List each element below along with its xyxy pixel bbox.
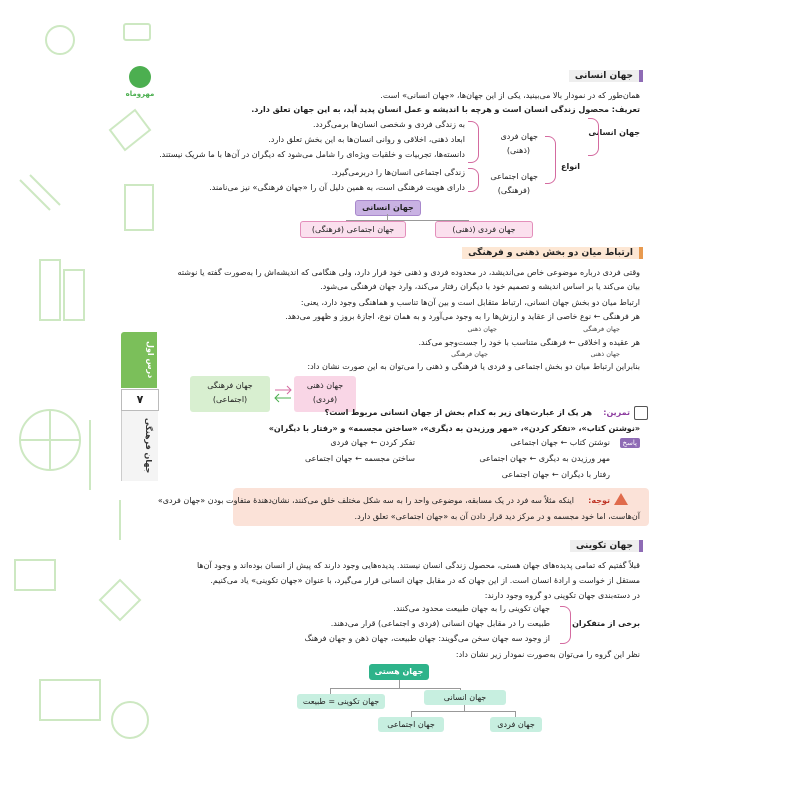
box-cultural-line2: (اجتماعی) xyxy=(212,395,248,404)
section3-line-2: مستقل از خواست و ارادهٔ انسان است. از این جهان که در مقابل جهان انسانی قرار می‌گیرد، با عنوان «جهان تکوینی» یاد می‌کنیم. xyxy=(210,576,640,585)
social-item-2: دارای هویت فرهنگی است، به همین دلیل آن را «جهان فرهنگی» نیز می‌نامند. xyxy=(209,183,465,192)
mini-tree-root: جهان انسانی xyxy=(355,200,421,216)
brand-leaf-icon xyxy=(129,66,151,88)
section2-conclusion: بنابراین ارتباط میان دو بخش اجتماعی و فردی یا فرهنگی و ذهنی را می‌توان به این صورت نشان داد: xyxy=(307,362,640,371)
individual-sub: (ذهنی) xyxy=(506,146,530,155)
bullet2-label-a: جهان ذهنی xyxy=(590,350,620,358)
section3-closing: نظر این گروه را می‌توان به‌صورت نمودار زیر نشان داد: xyxy=(455,650,640,659)
section-title-creational-world: جهان تکوینی xyxy=(570,540,643,552)
side-tab-topic: جهان فرهنگی xyxy=(144,418,153,474)
exercise-items: «نوشتن کتاب»، «تفکر کردن»، «مهر ورزیدن به دیگری»، «ساختن مجسمه» و «رفتار با دیگران» xyxy=(268,424,640,433)
section2-line-2: بیان می‌کند یا بر اساس اندیشه و تصمیم خود با دیگران رفتار می‌کند، وارد جهان فرهنگی می‌شود. xyxy=(320,282,640,291)
social-sub: (فرهنگی) xyxy=(497,186,530,195)
group-item-2: طبیعت را در مقابل جهان انسانی (فردی و اجتماعی) قرار می‌دهند. xyxy=(330,619,550,628)
bullet1-label-b: جهان ذهنی xyxy=(467,325,497,333)
tree-creational: جهان تکوینی = طبیعت xyxy=(297,694,385,709)
tree-human: جهان انسانی xyxy=(424,690,506,705)
answer-left-2: ساختن مجسمه ← جهان اجتماعی xyxy=(305,454,415,463)
answer-right-2: مهر ورزیدن به دیگری ← جهان اجتماعی xyxy=(479,454,610,463)
tree-individual: جهان فردی xyxy=(490,717,542,732)
answer-right-1: نوشتن کتاب ← جهان اجتماعی xyxy=(510,438,610,447)
answer-left-1: تفکر کردن ← جهان فردی xyxy=(330,438,415,447)
individual-label: جهان فردی xyxy=(500,132,538,141)
group-item-3: از وجود سه جهان سخن می‌گویند: جهان طبیعت، جهان ذهن و جهان فرهنگ xyxy=(304,634,550,643)
answer-label: پاسخ xyxy=(620,438,640,448)
brace-social xyxy=(468,168,479,192)
section3-line-1: قبلاً گفتیم که تمامی پدیده‌های جهان هستی، محصول زندگی انسان نیستند. پدیده‌هایی وجود دارند که پیش از انسان بوده‌اند و وجود آن‌ها xyxy=(196,561,640,570)
note-line-1: اینکه مثلاً سه فرد در یک مسابقه، موضوعی واحد را به سه شکل مختلف خلق می‌کنند، نشان‌دهندهٔ متفاوت بودن «جهان فردی» xyxy=(157,496,574,505)
section-title-relation: ارتباط میان دو بخش ذهنی و فرهنگی xyxy=(462,247,643,259)
page-number: ۷ xyxy=(121,389,159,411)
tree-social: جهان اجتماعی xyxy=(378,717,444,732)
exercise-icon xyxy=(634,406,648,420)
connector xyxy=(399,680,400,688)
section-title-human-world: جهان انسانی xyxy=(569,70,643,82)
mini-tree-social: جهان اجتماعی (فرهنگی) xyxy=(300,221,406,238)
brace-individual xyxy=(468,121,479,163)
diagram-root-label: جهان انسانی xyxy=(588,128,640,137)
answer-right-3: رفتار با دیگران ← جهان اجتماعی xyxy=(501,470,610,479)
tree-root: جهان هستی xyxy=(369,664,429,680)
bullet2-label-b: جهان فرهنگی xyxy=(451,350,488,358)
note-line-2: آن‌هاست، اما خود مجسمه و در مرکز دید قرار دادن آن به «جهان اجتماعی» تعلق دارد. xyxy=(354,512,640,521)
brand-logo xyxy=(122,66,158,98)
group-label: برخی از متفکران xyxy=(572,619,640,628)
brace-group xyxy=(560,606,571,644)
bidirectional-arrow-icon xyxy=(273,382,293,406)
diagram-types-label: انواع xyxy=(561,162,580,171)
exercise-question: هر یک از عبارت‌های زیر به کدام بخش از جهان انسانی مربوط است؟ xyxy=(324,408,592,417)
exercise-label: تمرین: xyxy=(603,408,630,417)
section2-line-1: وقتی فردی درباره موضوعی خاص می‌اندیشد، در محدوده فردی و ذهنی خود قرار دارد، ولی هنگامی که اندیشه‌اش را به‌صورت گفته یا نوشته xyxy=(177,268,640,277)
section3-line-3: در دسته‌بندی جهان تکوینی دو گروه وجود دارند: xyxy=(484,591,640,600)
brace-types xyxy=(545,136,556,184)
individual-item-2: ابعاد ذهنی، اخلاقی و روانی انسان‌ها به این بخش تعلق دارد. xyxy=(268,135,465,144)
brand-name: مهروماه xyxy=(125,90,155,98)
social-label: جهان اجتماعی xyxy=(490,172,538,181)
social-item-1: زندگی اجتماعی انسان‌ها را دربرمی‌گیرد. xyxy=(331,168,465,177)
box-mental-line2: (فردی) xyxy=(312,395,338,404)
side-tab-lesson: درس اول xyxy=(146,341,155,379)
box-mental-line1: جهان ذهنی xyxy=(306,381,344,390)
section2-bullet-1: هر فرهنگی ← نوع خاصی از عقاید و ارزش‌ها را به وجود می‌آورد و به همان نوع، اجازهٔ بروز و ظهور می‌دهد. xyxy=(285,312,640,321)
individual-item-3: دانسته‌ها، تجربیات و خلقیات ویژه‌ای را شامل می‌شود که دیگران در آن‌ها با ما شریک نیستند. xyxy=(159,150,465,159)
note-label: توجه: xyxy=(588,496,610,505)
bullet1-label-a: جهان فرهنگی xyxy=(583,325,620,333)
brace-root xyxy=(588,118,599,156)
section1-definition: تعریف: محصول زندگی انسان است و هرچه با اندیشه و عمل انسان پدید آید، به این جهان تعلق دارد. xyxy=(251,105,640,114)
connector xyxy=(330,688,460,689)
mini-tree-individual: جهان فردی (ذهنی) xyxy=(435,221,533,238)
section1-intro: همان‌طور که در نمودار بالا می‌بینید، یکی از این جهان‌ها، «جهان انسانی» است. xyxy=(380,91,640,100)
section2-bullet-2: هر عقیده و اخلاقی ← فرهنگی متناسب با خود را جست‌وجو می‌کند. xyxy=(418,338,640,347)
warning-icon xyxy=(614,493,628,505)
individual-item-1: به زندگی فردی و شخصی انسان‌ها برمی‌گردد. xyxy=(313,120,465,129)
box-cultural-line1: جهان فرهنگی xyxy=(207,381,253,390)
section2-line-3: ارتباط میان دو بخش جهان انسانی، ارتباط متقابل است و بین آن‌ها تناسب و هماهنگی وجود دارد، یعنی: xyxy=(300,298,640,307)
group-item-1: جهان تکوینی را به جهان طبیعت محدود می‌کنند. xyxy=(393,604,550,613)
box-cultural xyxy=(190,376,270,412)
connector xyxy=(411,711,515,712)
